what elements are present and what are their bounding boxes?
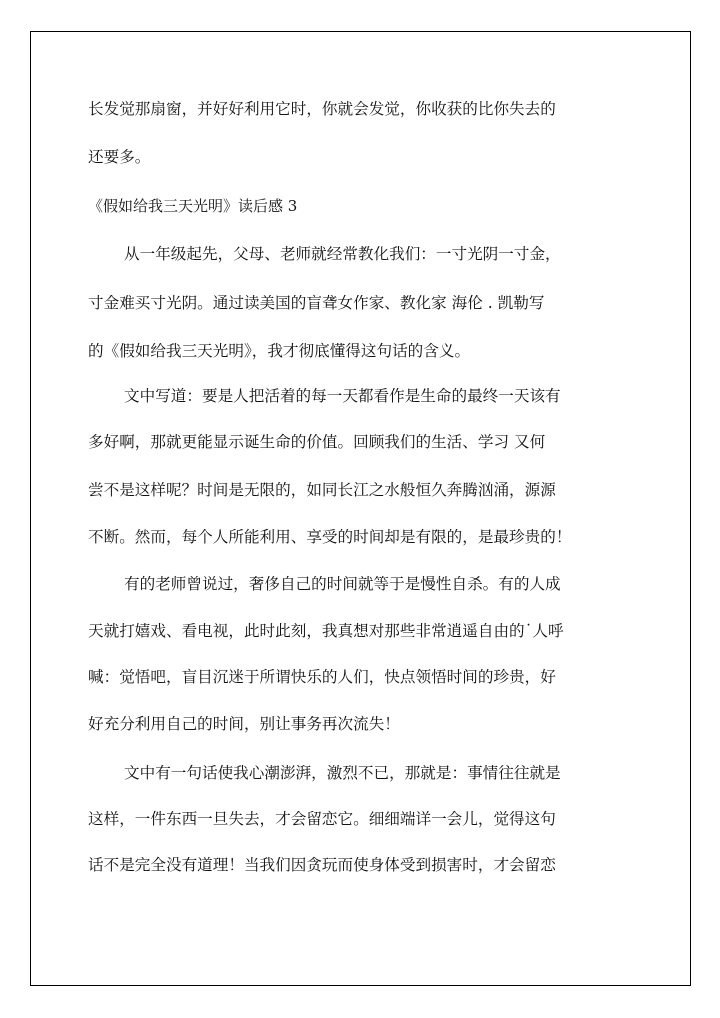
paragraph-first-line: 文中写道：要是人把活着的每一天都看作是生命的最终一天该有 bbox=[124, 387, 561, 405]
text-line: 天就打嬉戏、看电视，此时此刻，我真想对那些非常逍遥自由的˙人呼 bbox=[88, 622, 564, 640]
text-line: 寸金难买寸光阴。通过读美国的盲聋女作家、教化家 海伦 . 凯勒写 bbox=[88, 294, 545, 312]
paragraph-first-line: 文中有一句话使我心潮澎湃，激烈不已，那就是：事情往往就是 bbox=[124, 764, 561, 782]
text-line: 话不是完全没有道理！当我们因贪玩而使身体受到损害时，才会留恋 bbox=[88, 856, 556, 874]
text-line: 多好啊，那就更能显示诞生命的价值。回顾我们的生活、学习 又何 bbox=[88, 433, 546, 451]
text-line: 还要多。 bbox=[88, 148, 151, 166]
text-line: 的《假如给我三天光明》，我才彻底懂得这句话的含义。 bbox=[88, 342, 471, 360]
section-heading: 《假如给我三天光明》读后感 3 bbox=[88, 197, 298, 215]
text-line: 喊：觉悟吧，盲目沉迷于所谓快乐的人们，快点领悟时间的珍贵，好 bbox=[88, 668, 556, 686]
text-line: 不断。然而，每个人所能利用、享受的时间却是有限的，是最珍贵的！ bbox=[88, 528, 572, 546]
text-line: 好充分利用自己的时间，别让事务再次流失！ bbox=[88, 715, 400, 733]
text-line: 这样，一件东西一旦失去，才会留恋它。细细端详一会儿，觉得这句 bbox=[88, 810, 556, 828]
text-line: 尝不是这样呢？时间是无限的，如同长江之水般恒久奔腾汹涌，源源 bbox=[88, 481, 556, 499]
paragraph-first-line: 有的老师曾说过，奢侈自己的时间就等于是慢性自杀。有的人成 bbox=[124, 575, 561, 593]
page-border bbox=[30, 31, 691, 986]
paragraph-first-line: 从一年级起先，父母、老师就经常教化我们：一寸光阴一寸金， bbox=[124, 245, 561, 263]
text-line: 长发觉那扇窗，并好好利用它时，你就会发觉，你收获的比你失去的 bbox=[88, 100, 556, 118]
